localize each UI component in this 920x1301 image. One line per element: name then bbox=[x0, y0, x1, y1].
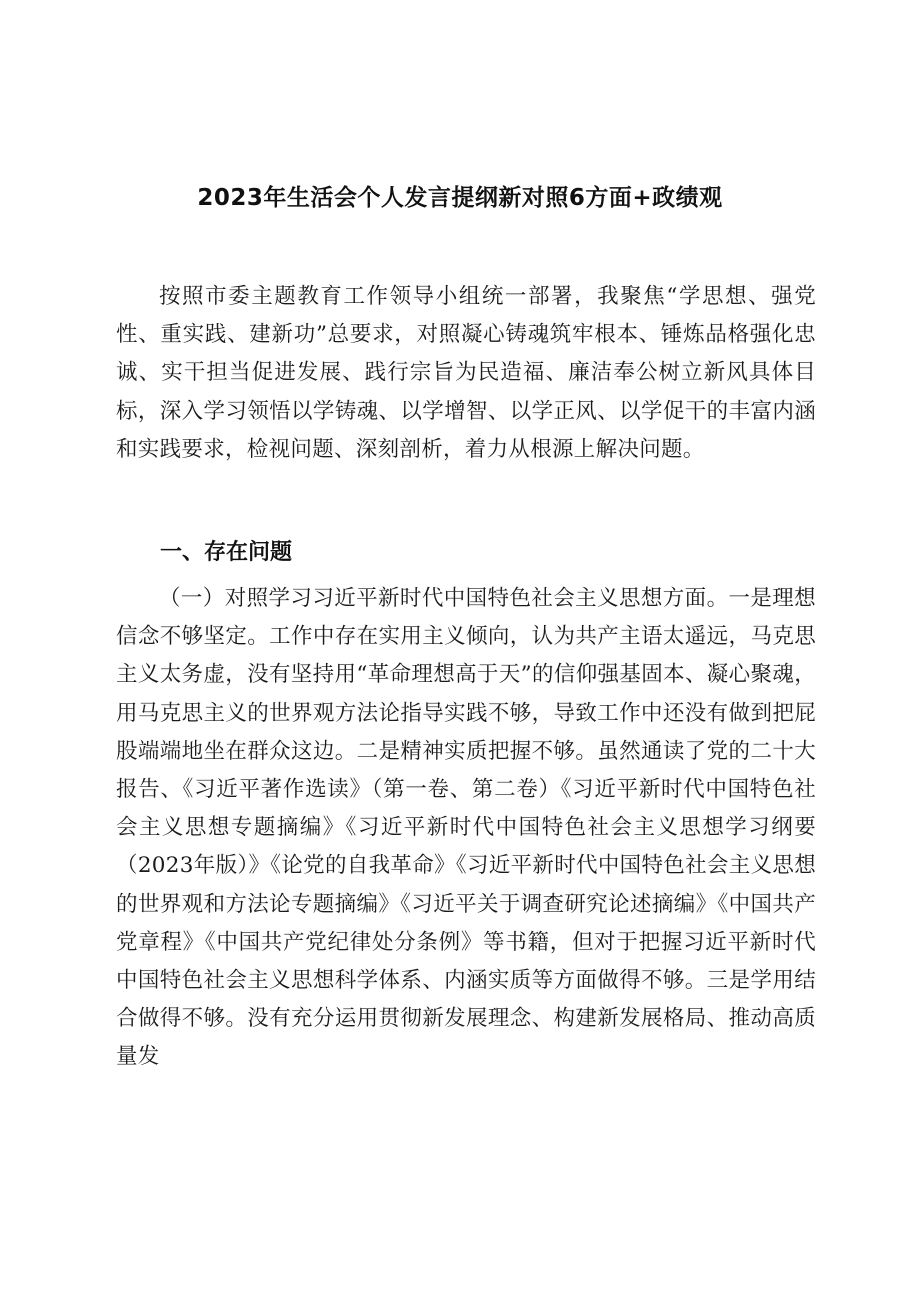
section-paragraph: （一）对照学习习近平新时代中国特色社会主义思想方面。一是理想信念不够坚定。工作中存在实用主义倾向，认为共产主语太遥远，马克思主义太务虚，没有坚持用“革命理想高于天”的信仰强基固本、凝心聚魂，用马克思主义的世界观方法论指导实践不够，导致工作中还没有做到把屁股端端地坐在群众这边。二是精神实质把握不够。虽然通读了党的二十大报告、《习近平著作选读》（第一卷、第二卷）《习近平新时代中国特色社会主义思想专题摘编》《习近平新时代中国特色社会主义思想学习纲要（2023年版）》《论党的自我革命》《习近平新时代中国特色社会主义思想的世界观和方法论专题摘编》《习近平关于调查研究论述摘编》《中国共产党章程》《中国共产党纪律处分条例》等书籍，但对于把握习近平新时代中国特色社会主义思想科学体系、内涵实质等方面做得不够。三是学用结合做得不够。没有充分运用贯彻新发展理念、构建新发展格局、推动高质量发 bbox=[116, 586, 816, 1070]
document-title: 2023年生活会个人发言提纲新对照6方面+政绩观 bbox=[197, 185, 723, 211]
section-heading: 一、存在问题 bbox=[160, 540, 293, 565]
intro-paragraph: 按照市委主题教育工作领导小组统一部署，我聚焦“学思想、强党性、重实践、建新功”总要求，对照凝心铸魂筑牢根本、锤炼品格强化忠诚、实干担当促进发展、践行宗旨为民造福、廉洁奉公树立新风具体目标，深入学习领悟以学铸魂、以学增智、以学正风、以学促干的丰富内涵和实践要求，检视问题、深刻剖析，着力从根源上解决问题。 bbox=[116, 284, 816, 462]
